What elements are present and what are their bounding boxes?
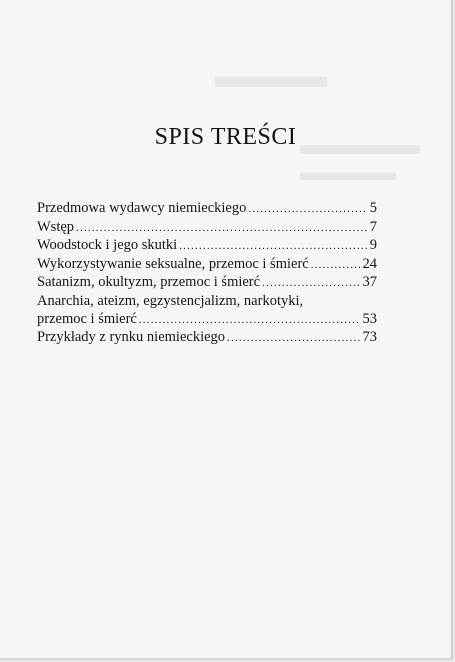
- toc-entry-page: 37: [362, 274, 377, 291]
- leader-dots: [227, 330, 359, 348]
- toc-entry: [37, 329, 377, 348]
- toc-entry-title: Anarchia, ateizm, egzystencjalizm, narkotyki,: [37, 292, 304, 309]
- toc-entry: [37, 311, 377, 330]
- toc-entry: [37, 200, 377, 219]
- toc-entry: [37, 219, 377, 238]
- toc-entry: [37, 256, 377, 275]
- bleed-through-mark: ▬▬▬▬: [300, 128, 420, 161]
- toc-entry-page: 73: [362, 329, 377, 346]
- toc-entry-page: 5: [369, 200, 377, 216]
- leader-dots: [262, 275, 359, 293]
- toc-entry-page: 53: [362, 310, 377, 327]
- toc-entry-page: 7: [369, 218, 377, 235]
- leader-dots: [76, 220, 367, 238]
- toc-entry: [37, 293, 377, 311]
- toc-entry-page: 9: [369, 237, 377, 254]
- bleed-through-mark: ▬▬▬: [214, 58, 328, 95]
- table-of-contents: [37, 200, 377, 348]
- toc-entry-title: Przykłady z rynku niemieckiego: [37, 329, 226, 346]
- page-title: SPIS TREŚCI: [154, 124, 297, 150]
- toc-entry-title: Wykorzystywanie seksualne, przemoc i śmierć: [37, 255, 309, 272]
- toc-entry-title: Wstęp: [37, 218, 75, 235]
- leader-dots: [139, 312, 360, 330]
- leader-dots: [311, 257, 360, 275]
- leader-dots: [179, 238, 367, 256]
- toc-entry: [37, 274, 377, 293]
- bleed-through-mark: ▬▬▬▬: [300, 160, 396, 186]
- toc-entry-title: przemoc i śmierć: [37, 310, 137, 327]
- toc-entry-title: Woodstock i jego skutki: [37, 237, 178, 254]
- toc-entry: [37, 237, 377, 256]
- toc-entry-page: 24: [362, 255, 377, 272]
- leader-dots: [248, 201, 366, 219]
- toc-entry-title: Przedmowa wydawcy niemieckiego: [37, 200, 247, 216]
- toc-entry-title: Satanizm, okultyzm, przemoc i śmierć: [37, 274, 261, 291]
